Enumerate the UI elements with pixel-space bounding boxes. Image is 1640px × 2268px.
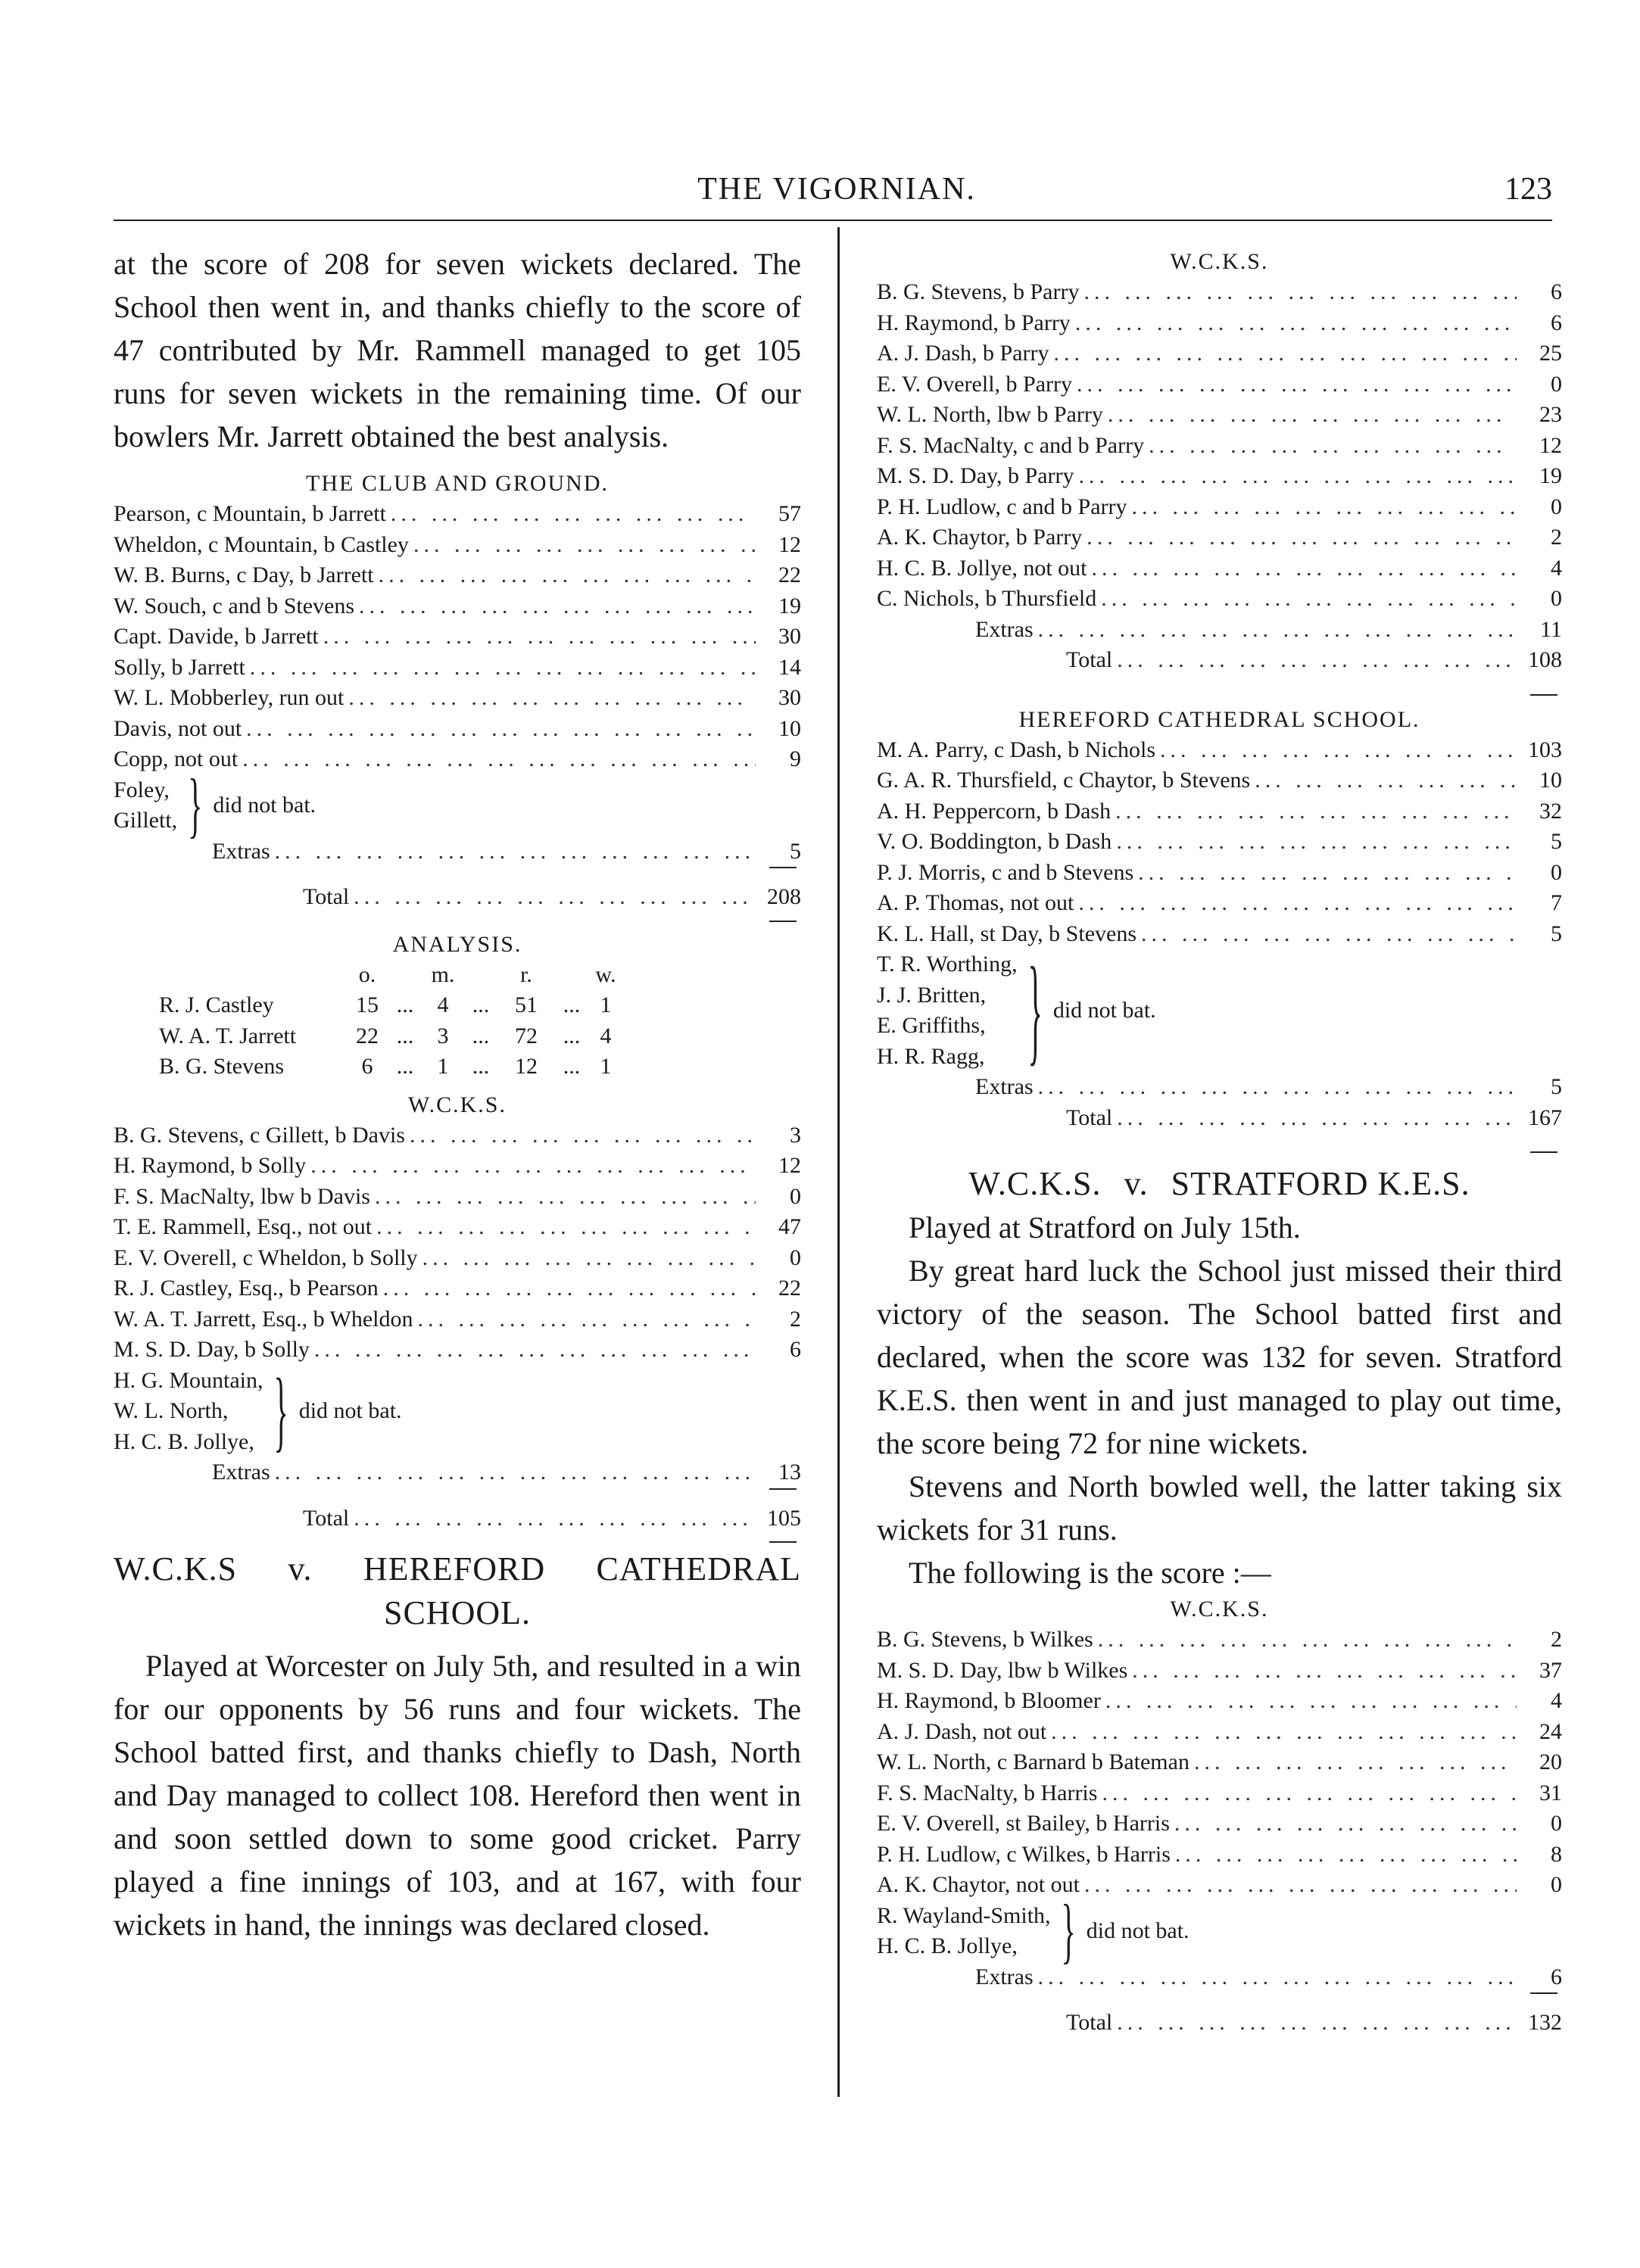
analysis-header: o. m. r. w. — [358, 961, 616, 987]
runs: 22 — [778, 562, 801, 587]
leader-dots — [1127, 492, 1517, 523]
analysis-row: B. G. Stevens 6 ... 1 ... 12 ... 1 — [114, 1051, 801, 1083]
batting-row — [877, 431, 1562, 462]
wickets: 1 — [600, 1054, 612, 1079]
batting-row — [877, 1870, 1562, 1901]
batting-row — [114, 560, 801, 591]
runs: 6 — [790, 1337, 801, 1362]
leader-dots — [1080, 1870, 1517, 1901]
batting-row — [877, 522, 1562, 553]
batting-row — [877, 584, 1562, 615]
dnb-player: E. Griffiths, — [877, 1013, 986, 1038]
left-column — [114, 242, 801, 1946]
leader-dots — [1111, 796, 1517, 827]
batting-row — [114, 714, 801, 745]
runs: 6 — [1551, 310, 1562, 335]
stratford-did-not-bat — [877, 1889, 1562, 1971]
batsman: T. E. Rammell, Esq., not out — [114, 1214, 373, 1239]
leader-dots — [409, 530, 756, 561]
batting-row — [877, 858, 1562, 889]
batsman: B. G. Stevens, c Gillett, b Davis — [114, 1122, 405, 1148]
batting-row — [877, 1717, 1562, 1748]
leader-dots — [1144, 431, 1517, 462]
batsman: V. O. Boddington, b Dash — [877, 829, 1112, 854]
school-did-not-bat — [114, 1359, 801, 1462]
overs: 15 — [356, 992, 379, 1017]
batting-row — [877, 461, 1562, 492]
analysis-row: W. A. T. Jarrett 22 ... 3 ... 72 ... 4 — [114, 1021, 801, 1052]
leader-dots — [1101, 1686, 1517, 1717]
batting-row — [114, 744, 801, 775]
dnb-names — [877, 1901, 1051, 1962]
dnb-player: Foley, — [114, 777, 170, 802]
batting-row — [877, 1808, 1562, 1840]
batsman: P. J. Morris, c and b Stevens — [877, 859, 1134, 885]
batsman: C. Nichols, b Thursfield — [877, 586, 1097, 611]
batsman: A. K. Chaytor, b Parry — [877, 525, 1083, 550]
runs: 6 — [1551, 279, 1562, 304]
batsman: K. L. Hall, st Day, b Stevens — [877, 921, 1137, 946]
runs: 30 — [778, 624, 801, 649]
runs: 4 — [1551, 555, 1562, 581]
leader-dots — [405, 1120, 756, 1151]
analysis-rows — [114, 990, 801, 1083]
runs: 47 — [778, 1214, 801, 1239]
leader-dots — [344, 683, 756, 714]
leader-dots — [1046, 1717, 1517, 1748]
runs: 10 — [1539, 768, 1562, 793]
school-batting — [114, 1120, 801, 1366]
batsman: E. V. Overell, c Wheldon, b Solly — [114, 1245, 418, 1270]
dnb-text: did not bat. — [1052, 998, 1156, 1023]
dnb-text: did not bat. — [213, 793, 316, 818]
dnb-player: H. G. Mountain, — [114, 1367, 263, 1393]
leader-dots — [418, 1243, 756, 1274]
school-total: Total ... . 105 — [114, 1503, 801, 1534]
batting-row — [877, 919, 1562, 950]
leader-dots — [354, 591, 756, 622]
batsman: M. S. D. Day, b Parry — [877, 463, 1074, 488]
runs: 22 — [778, 1276, 801, 1301]
school-heading: W.C.K.S. — [1170, 249, 1269, 274]
runs: 2 — [1551, 1627, 1562, 1652]
batting-row — [114, 499, 801, 530]
leader-dots — [1096, 584, 1517, 615]
batsman: P. H. Ludlow, c and b Parry — [877, 494, 1127, 519]
club-did-not-bat — [114, 763, 801, 846]
batsman: Copp, not out — [114, 746, 239, 771]
batting-row — [877, 369, 1562, 400]
stratford-extras: Extras ... . 6 — [877, 1962, 1562, 1993]
stratford-school-heading: W.C.K.S. — [1170, 1597, 1269, 1622]
hereford-paragraph: Played at Worcester on July 5th, and resulted in a win for our opponents by 56 runs and four wickets. The School batted first, and thanks chiefly to Dash, North and Day managed to collect 108. Hereford then went in and soon settled down to some good cricket. Parry played a fine innings of 103, and at 167, with four wickets in hand, the innings was declared closed. — [114, 1649, 801, 1942]
runs: 4 — [1551, 1688, 1562, 1713]
runs: 25 — [1539, 341, 1562, 366]
batsman: A. J. Dash, not out — [877, 1718, 1047, 1744]
batsman: F. S. MacNalty, b Harris — [877, 1780, 1098, 1805]
batsman: W. L. Mobberley, run out — [114, 685, 345, 710]
hereford-extras: Extras ... . 5 — [877, 1072, 1562, 1103]
batsman: Pearson, c Mountain, b Jarrett — [114, 501, 386, 526]
batting-row — [114, 1182, 801, 1213]
runs: 19 — [778, 593, 801, 618]
leader-dots — [1074, 461, 1517, 492]
batting-row — [114, 622, 801, 653]
batting-row — [114, 1273, 801, 1304]
batting-row — [114, 1120, 801, 1151]
column-divider — [837, 227, 840, 2097]
batsman: A. J. Dash, b Parry — [877, 341, 1049, 366]
school-total: Total ... . 108 — [877, 645, 1562, 676]
school-heading: W.C.K.S. — [408, 1092, 507, 1117]
hereford-heading: HEREFORD CATHEDRAL SCHOOL. — [1018, 706, 1420, 732]
runs: 0 — [1551, 494, 1562, 519]
runs: 0 — [1551, 371, 1562, 397]
batsman: H. C. B. Jollye, not out — [877, 555, 1087, 581]
leader-dots — [1074, 888, 1517, 919]
batting-row — [114, 683, 801, 714]
batting-row — [877, 1840, 1562, 1871]
stratford-total: Total ... . 132 — [877, 2008, 1562, 2039]
leader-dots — [413, 1304, 756, 1335]
leader-dots — [1049, 338, 1517, 369]
runs: 0 — [1551, 1872, 1562, 1897]
dnb-names — [877, 949, 1018, 1072]
leader-dots — [374, 560, 756, 591]
batsman: A. K. Chaytor, not out — [877, 1872, 1080, 1897]
batting-row — [114, 1335, 801, 1366]
batsman: Solly, b Jarrett — [114, 654, 245, 680]
batsman: P. H. Ludlow, c Wilkes, b Harris — [877, 1841, 1171, 1867]
runs: 12 — [515, 1054, 538, 1079]
batsman: W. L. North, c Barnard b Bateman — [877, 1749, 1189, 1774]
batsman: B. G. Stevens, b Wilkes — [877, 1627, 1093, 1652]
runs: 20 — [1539, 1749, 1562, 1774]
leader-dots — [379, 1273, 756, 1304]
stratford-school-batting — [877, 1625, 1562, 1901]
runs: 12 — [778, 1153, 801, 1178]
hereford-title: W.C.K.S v. HEREFORD CATHEDRAL — [114, 1550, 801, 1587]
leader-dots — [1087, 553, 1517, 584]
batting-row — [877, 553, 1562, 584]
runs: 51 — [515, 992, 538, 1017]
overs: 6 — [361, 1054, 373, 1079]
runs: 19 — [1539, 463, 1562, 488]
runs: 12 — [1539, 432, 1562, 458]
leader-dots — [1133, 858, 1517, 889]
club-total: Total ... . 208 — [114, 882, 801, 913]
dnb-player: W. L. North, — [114, 1398, 229, 1423]
runs: 0 — [790, 1245, 801, 1270]
dnb-player: Gillett, — [114, 808, 178, 833]
dnb-player: R. Wayland-Smith, — [877, 1902, 1051, 1928]
runs: 0 — [1551, 586, 1562, 611]
batting-row — [877, 1778, 1562, 1809]
runs: 57 — [778, 501, 801, 526]
leader-dots — [1072, 369, 1517, 400]
leader-dots — [1103, 400, 1517, 431]
batting-row — [877, 338, 1562, 369]
runs: 2 — [790, 1306, 801, 1332]
analysis-heading: ANALYSIS. — [392, 931, 522, 957]
runs: 12 — [778, 531, 801, 557]
batsman: E. V. Overell, st Bailey, b Harris — [877, 1811, 1170, 1836]
dnb-text: did not bat. — [298, 1398, 402, 1424]
batting-row — [877, 1656, 1562, 1687]
leader-dots — [1093, 1625, 1517, 1656]
batsman: W. A. T. Jarrett, Esq., b Wheldon — [114, 1306, 413, 1332]
leader-dots — [1082, 522, 1517, 553]
batting-row — [877, 735, 1562, 766]
batting-row — [114, 1151, 801, 1182]
wickets: 1 — [600, 992, 612, 1017]
runs: 0 — [1551, 1811, 1562, 1836]
batting-row — [114, 1243, 801, 1274]
dnb-player: H. C. B. Jollye, — [877, 1933, 1018, 1958]
club-extras: Extras ... . 5 — [114, 836, 801, 868]
batting-row — [877, 1747, 1562, 1778]
bowler: B. G. Stevens — [159, 1054, 284, 1079]
dnb-player: T. R. Worthing, — [877, 952, 1018, 977]
stratford-para-1: Played at Stratford on July 15th. — [909, 1210, 1301, 1245]
journal-title: THE VIGORNIAN. — [697, 172, 976, 207]
runs: 72 — [515, 1023, 538, 1048]
leader-dots — [1136, 919, 1517, 950]
stratford-para-3: Stevens and North bowled well, the latter taking six wickets for 31 runs. — [877, 1469, 1562, 1547]
leader-dots — [1127, 1656, 1517, 1687]
overs: 22 — [356, 1023, 379, 1048]
page-number: 123 — [1504, 172, 1552, 207]
leader-dots — [1155, 735, 1517, 766]
batting-row — [114, 1304, 801, 1335]
header-rule — [114, 220, 1552, 221]
batting-row — [877, 888, 1562, 919]
hereford-title-cont: SCHOOL. — [383, 1594, 532, 1631]
batsman: Wheldon, c Mountain, b Castley — [114, 531, 409, 557]
batting-row — [877, 277, 1562, 308]
batsman: E. V. Overell, b Parry — [877, 371, 1073, 397]
leader-dots — [1171, 1840, 1517, 1871]
hereford-batting — [877, 735, 1562, 950]
leader-dots — [306, 1151, 756, 1182]
right-column — [877, 242, 1562, 2039]
maidens: 1 — [437, 1054, 449, 1079]
batting-row — [877, 1625, 1562, 1656]
leader-dots — [1189, 1747, 1517, 1778]
stratford-title: W.C.K.S. v. STRATFORD K.E.S. — [968, 1165, 1470, 1202]
batsman: H. Raymond, b Solly — [114, 1153, 307, 1178]
dnb-names — [114, 775, 177, 836]
brace: } — [1061, 1889, 1076, 1971]
batsman: Davis, not out — [114, 715, 242, 741]
batting-row — [877, 827, 1562, 858]
batsman: F. S. MacNalty, c and b Parry — [877, 432, 1145, 458]
leader-dots — [1170, 1808, 1517, 1840]
school-extras: Extras ... . 11 — [877, 615, 1562, 646]
batsman: H. Raymond, b Bloomer — [877, 1688, 1101, 1713]
leader-dots — [372, 1212, 756, 1243]
runs: 24 — [1539, 1718, 1562, 1744]
brace: } — [188, 763, 203, 846]
runs: 5 — [1551, 829, 1562, 854]
dnb-text: did not bat. — [1086, 1918, 1189, 1943]
hereford-total: Total ... . 167 — [877, 1103, 1562, 1134]
batsman: A. H. Peppercorn, b Dash — [877, 798, 1112, 824]
school-extras: Extras ... . 13 — [114, 1457, 801, 1488]
runs: 31 — [1539, 1780, 1562, 1805]
analysis-row: R. J. Castley 15 ... 4 ... 51 ... 1 — [114, 990, 801, 1021]
runs: 30 — [778, 685, 801, 710]
leader-dots — [370, 1182, 756, 1213]
dnb-player: H. R. Ragg, — [877, 1043, 985, 1069]
batting-row — [114, 591, 801, 622]
analysis-table — [114, 960, 801, 1083]
page-header — [114, 167, 1560, 212]
leader-dots — [386, 499, 756, 530]
runs: 37 — [1539, 1657, 1562, 1683]
batsman: Capt. Davide, b Jarrett — [114, 624, 319, 649]
maidens: 4 — [437, 992, 449, 1017]
stratford-para-2: By great hard luck the School just missed their third victory of the season. The School batted first and declared, when the score was 132 for seven. Stratford K.E.S. then went in and just managed to play out time, the score being 72 for nine wickets. — [877, 1254, 1562, 1460]
stratford-para-4: The following is the score :— — [909, 1556, 1271, 1590]
batting-row — [877, 492, 1562, 523]
runs: 5 — [1551, 921, 1562, 946]
runs: 0 — [790, 1183, 801, 1209]
leader-dots — [1112, 827, 1517, 858]
leader-dots — [238, 744, 756, 775]
batsman: A. P. Thomas, not out — [877, 890, 1074, 915]
hereford-did-not-bat — [877, 941, 1562, 1077]
batting-row — [877, 1686, 1562, 1717]
batting-row — [877, 308, 1562, 339]
bowler: R. J. Castley — [159, 992, 274, 1017]
school-batting — [877, 277, 1562, 615]
runs: 9 — [790, 746, 801, 771]
brace: } — [273, 1359, 288, 1462]
batsman: B. G. Stevens, b Parry — [877, 279, 1080, 304]
runs: 0 — [1551, 859, 1562, 885]
leader-dots — [245, 653, 756, 684]
batting-row — [877, 400, 1562, 431]
runs: 14 — [778, 654, 801, 680]
club-heading: THE CLUB AND GROUND. — [306, 471, 609, 496]
runs: 103 — [1528, 737, 1562, 762]
batsman: W. L. North, lbw b Parry — [877, 402, 1103, 427]
leader-dots — [319, 622, 756, 653]
dnb-player: H. C. B. Jollye, — [114, 1428, 254, 1454]
leader-dots — [242, 714, 756, 745]
batsman: F. S. MacNalty, lbw b Davis — [114, 1183, 370, 1209]
leader-dots — [1250, 765, 1517, 796]
batsman: R. J. Castley, Esq., b Pearson — [114, 1276, 379, 1301]
leader-dots — [310, 1335, 756, 1366]
club-batting — [114, 499, 801, 775]
runs: 2 — [1551, 525, 1562, 550]
maidens: 3 — [437, 1023, 449, 1048]
batting-row — [114, 1212, 801, 1243]
batsman: H. Raymond, b Parry — [877, 310, 1071, 335]
runs: 8 — [1551, 1841, 1562, 1867]
batsman: W. B. Burns, c Day, b Jarrett — [114, 562, 374, 587]
runs: 32 — [1539, 798, 1562, 824]
batsman: M. S. D. Day, b Solly — [114, 1337, 310, 1362]
leader-dots — [1079, 277, 1517, 308]
bowler: W. A. T. Jarrett — [159, 1023, 297, 1048]
batting-row — [114, 653, 801, 684]
leader-dots — [1097, 1778, 1517, 1809]
batting-row — [877, 796, 1562, 827]
batsman: M. A. Parry, c Dash, b Nichols — [877, 737, 1156, 762]
dnb-player: J. J. Britten, — [877, 982, 987, 1008]
runs: 10 — [778, 715, 801, 741]
batsman: G. A. R. Thursfield, c Chaytor, b Stevens — [877, 768, 1251, 793]
batsman: M. S. D. Day, lbw b Wilkes — [877, 1657, 1128, 1683]
dnb-names — [114, 1366, 263, 1458]
batting-row — [114, 530, 801, 561]
brace: } — [1027, 941, 1043, 1077]
runs: 3 — [790, 1122, 801, 1148]
runs: 7 — [1551, 890, 1562, 915]
wickets: 4 — [600, 1023, 612, 1048]
batsman: W. Souch, c and b Stevens — [114, 593, 355, 618]
runs: 23 — [1539, 402, 1562, 427]
batting-row — [877, 765, 1562, 796]
intro-paragraph: at the score of 208 for seven wickets declared. The School then went in, and thanks chiefly to the score of 47 contributed by Mr. Rammell managed to get 105 runs for seven wickets in the remaining time. Of our bowlers Mr. Jarrett obtained the best analysis. — [114, 247, 801, 453]
leader-dots — [1071, 308, 1517, 339]
